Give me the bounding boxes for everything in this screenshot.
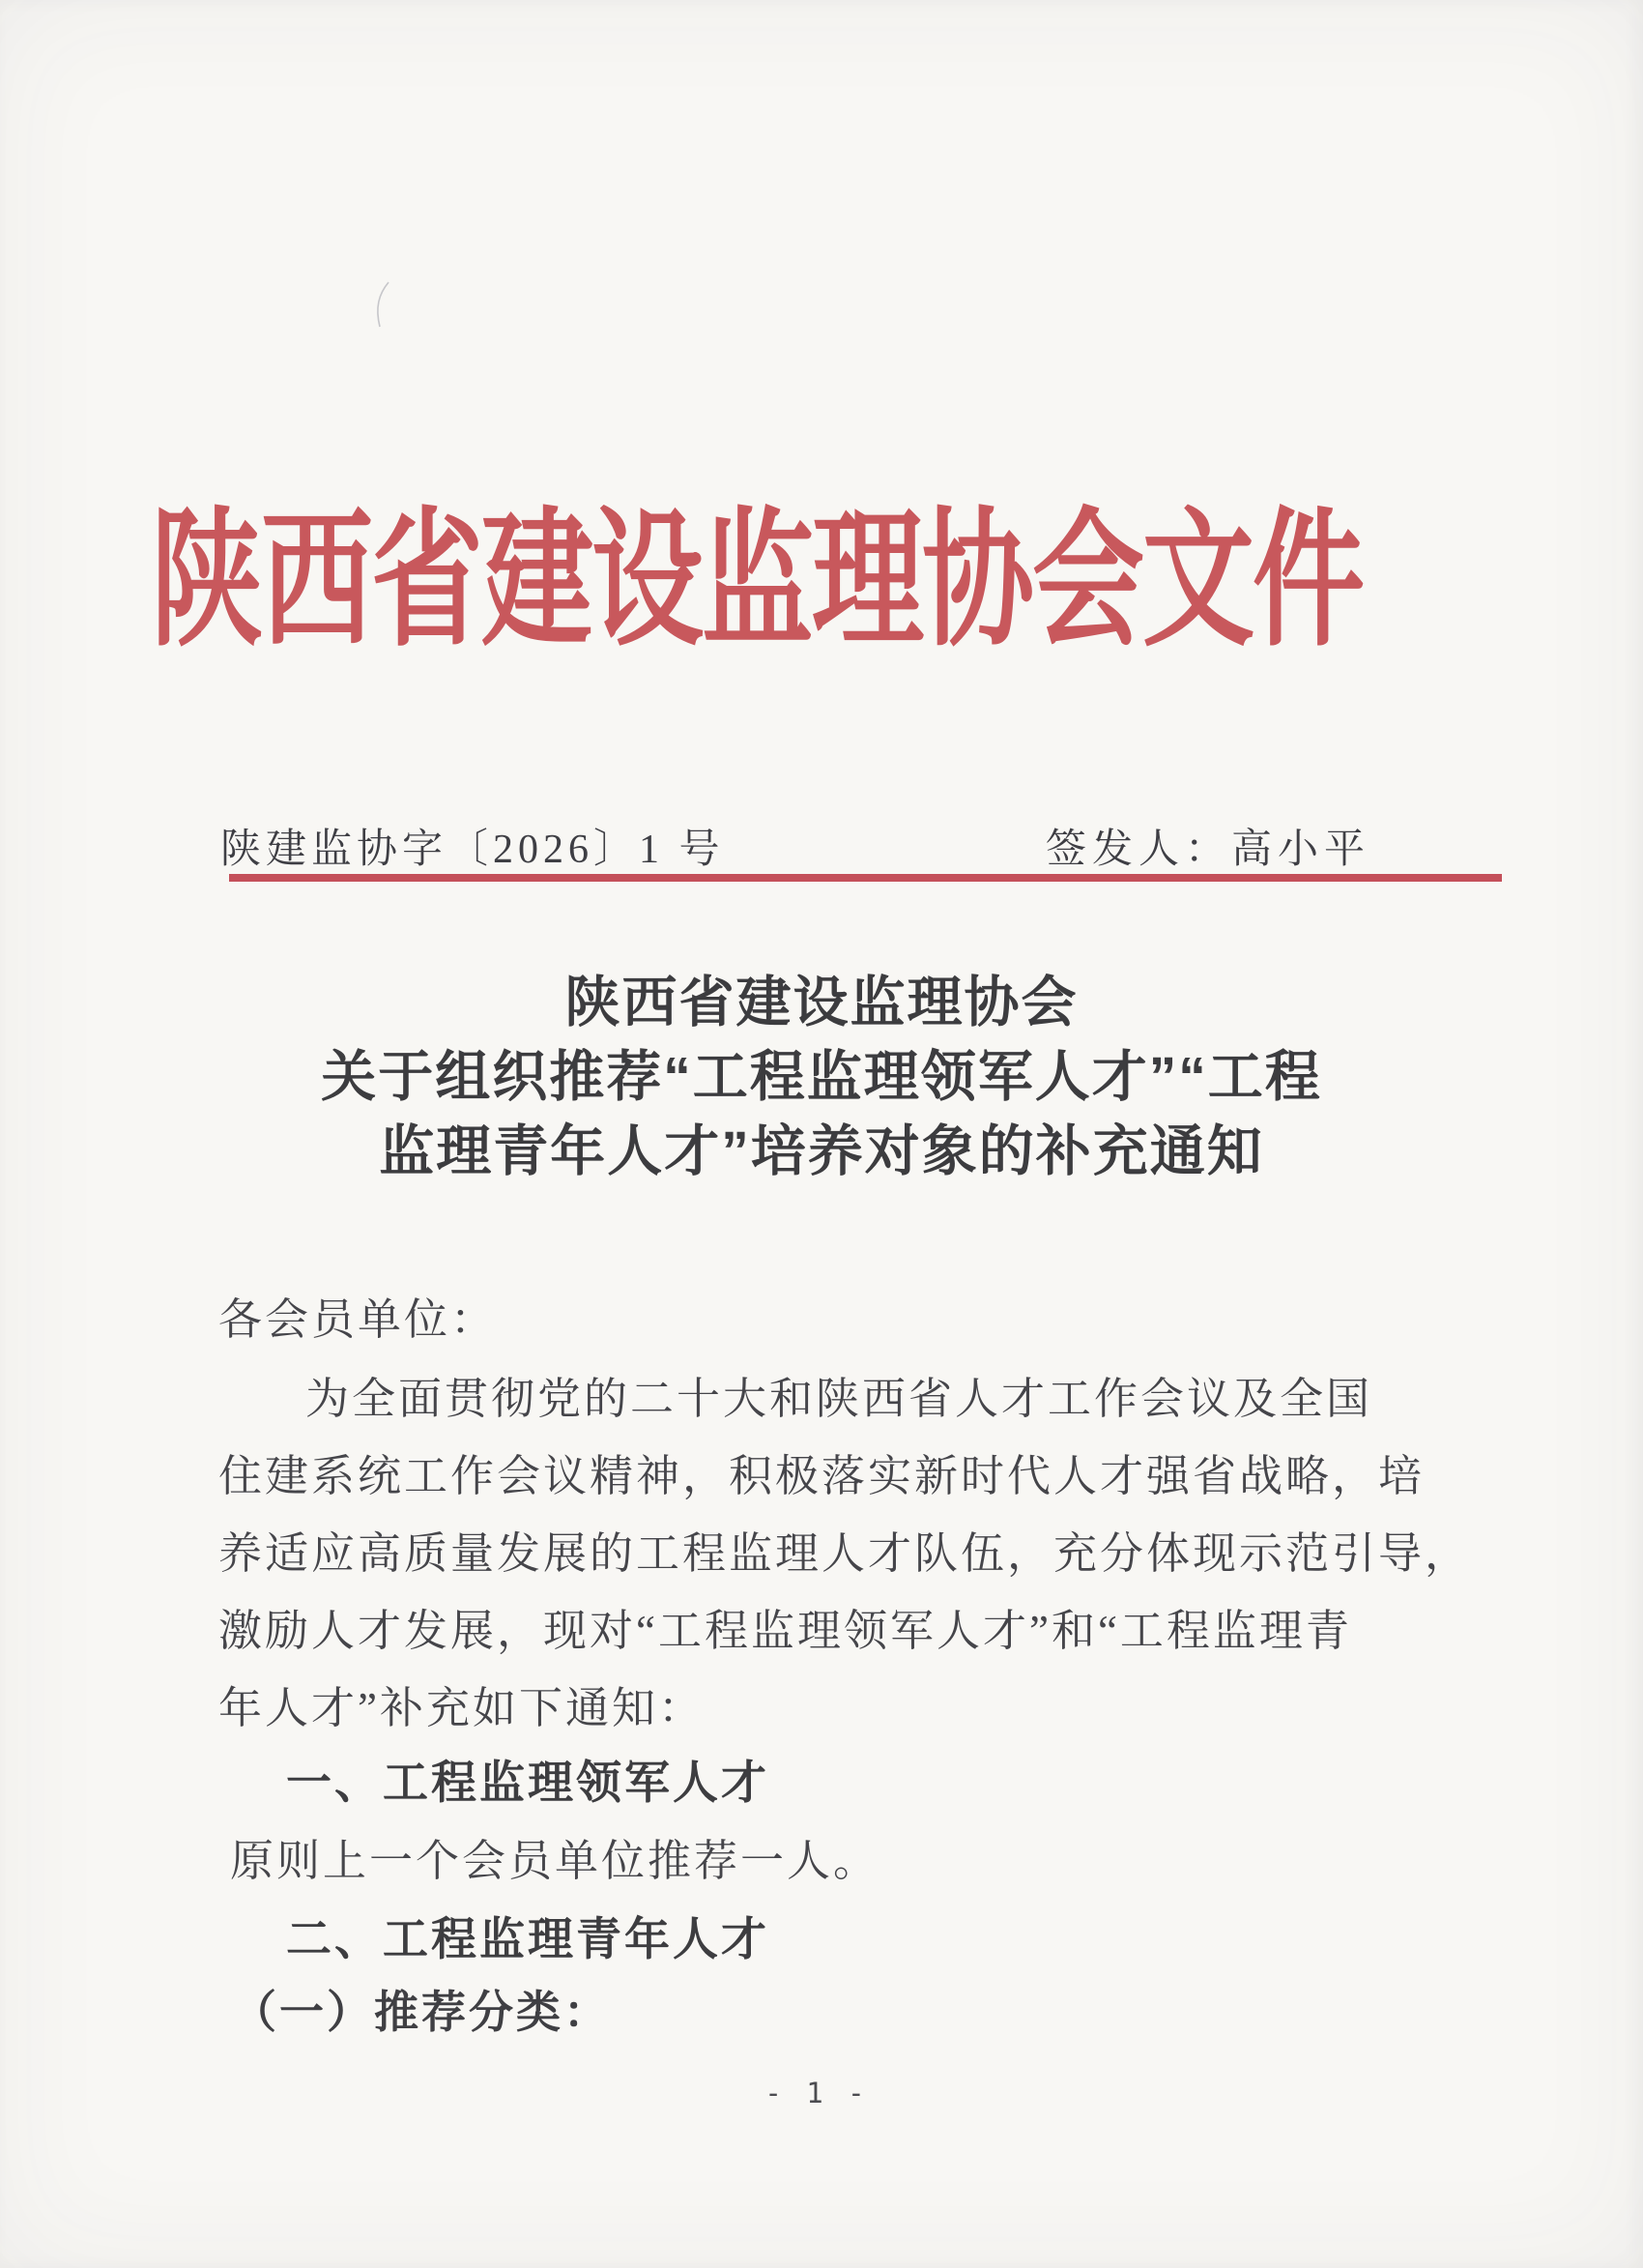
document-subject (8, 966, 1635, 1189)
paragraph1-line-3: 养适应高质量发展的工程监理人才队伍，充分体现示范引导， (218, 1529, 1472, 1578)
subject-line-1: 陕西省建设监理协会 (564, 972, 1079, 1033)
subject-line-3: 监理青年人才”培养对象的补充通知 (379, 1120, 1264, 1182)
issuer-name: 签发人：高小平 (1046, 828, 1371, 872)
paragraph2: 原则上一个会员单位推荐一人。 (230, 1837, 880, 1885)
subsection-heading-1: （一）推荐分类： (232, 1988, 611, 2037)
letterhead-title (0, 500, 1513, 665)
paragraph1-line-2: 住建系统工作会议精神，积极落实新时代人才强省战略，培 (218, 1452, 1426, 1500)
red-separator-rule (229, 874, 1502, 882)
paragraph1-line-1: 为全面贯彻党的二十大和陕西省人才工作会议及全国 (305, 1375, 1373, 1423)
paragraph1-line-5: 年人才”补充如下通知： (218, 1684, 705, 1732)
paragraph1-line-4: 激励人才发展，现对“工程监理领军人才”和“工程监理青 (218, 1607, 1352, 1655)
document-number: 陕建监协字〔2026〕1 号 (220, 828, 725, 872)
section-heading-1: 一、工程监理领军人才 (286, 1757, 769, 1808)
section-heading-2: 二、工程监理青年人才 (286, 1913, 769, 1964)
letterhead-title-text: 陕西省建设监理协会文件 (151, 500, 1363, 665)
scan-artifact-mark (367, 280, 396, 329)
salutation: 各会员单位： (218, 1295, 498, 1344)
page-number: - 1 - (764, 2077, 869, 2109)
subject-line-2: 关于组织推荐“工程监理领军人才”“工程 (321, 1046, 1322, 1108)
